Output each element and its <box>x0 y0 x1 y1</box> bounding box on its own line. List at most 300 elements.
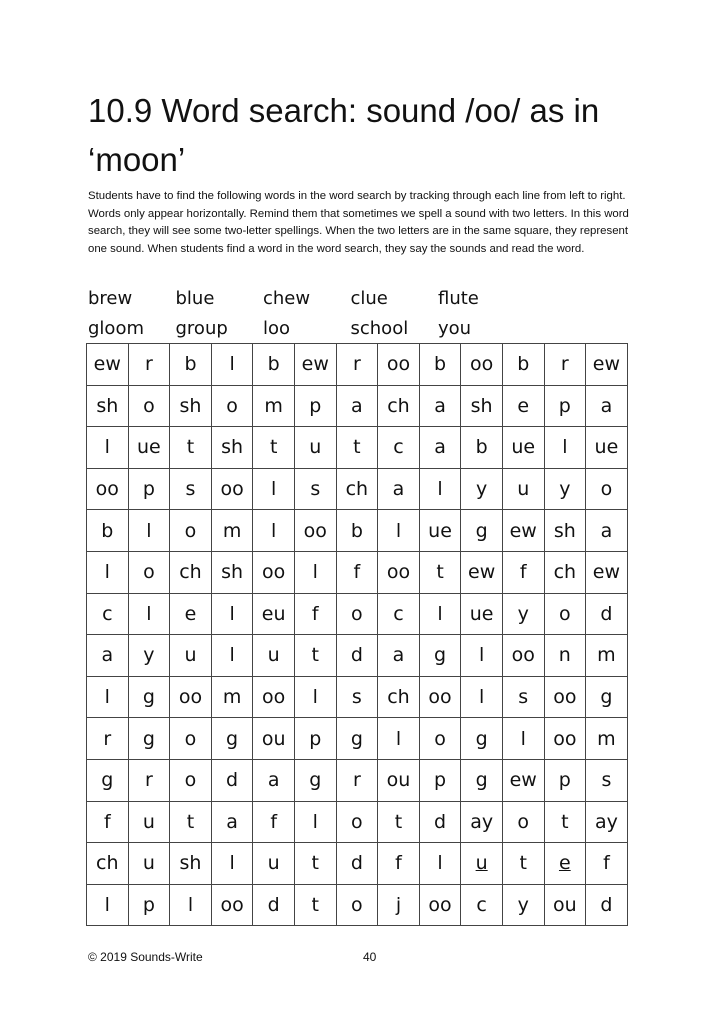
grid-cell <box>378 593 420 635</box>
grid-cell <box>378 344 420 386</box>
grid-cell <box>211 801 253 843</box>
grid-cell <box>461 676 503 718</box>
grid-cell-letters: b <box>434 353 447 376</box>
grid-cell-letters: f <box>519 561 527 584</box>
grid-cell-letters: e <box>184 602 197 625</box>
grid-cell-letters: u <box>267 852 280 875</box>
grid-cell <box>419 718 461 760</box>
grid-cell-letters: g <box>475 727 488 750</box>
grid-cell <box>128 468 170 510</box>
grid-row <box>87 468 628 510</box>
grid-cell-letters: ou <box>386 769 411 792</box>
grid-cell-letters: d <box>350 644 363 667</box>
grid-row <box>87 843 628 885</box>
grid-cell <box>170 884 212 926</box>
grid-cell <box>336 635 378 677</box>
grid-cell <box>461 385 503 427</box>
grid-cell-letters: o <box>184 769 197 792</box>
grid-cell-letters: g <box>226 727 239 750</box>
grid-cell <box>170 510 212 552</box>
grid-cell <box>336 676 378 718</box>
grid-cell-letters: oo <box>262 561 286 584</box>
grid-cell <box>419 801 461 843</box>
grid-cell <box>170 676 212 718</box>
grid-cell-letters: g <box>101 769 114 792</box>
grid-cell <box>253 510 295 552</box>
grid-cell <box>544 551 586 593</box>
grid-cell <box>128 344 170 386</box>
grid-cell <box>586 551 628 593</box>
grid-cell-letters: oo <box>178 686 203 709</box>
grid-cell-letters: sh <box>179 394 202 417</box>
grid-cell-letters: p <box>142 894 155 917</box>
grid-cell-letters: e <box>517 394 530 417</box>
grid-cell-letters: c <box>393 436 404 459</box>
grid-cell <box>170 468 212 510</box>
grid-cell <box>87 676 129 718</box>
word-list-row <box>88 283 628 313</box>
grid-cell <box>502 344 544 386</box>
grid-cell <box>419 759 461 801</box>
grid-cell <box>211 510 253 552</box>
grid-cell-letters: l <box>562 436 568 459</box>
grid-cell-letters: oo <box>220 894 244 917</box>
grid-cell <box>502 510 544 552</box>
grid-cell <box>378 635 420 677</box>
grid-cell-letters: oo <box>553 727 577 750</box>
grid-cell <box>253 801 295 843</box>
grid-cell-letters: c <box>102 602 113 625</box>
grid-cell <box>170 344 212 386</box>
grid-cell <box>502 801 544 843</box>
grid-cell <box>128 718 170 760</box>
grid-cell-letters: u <box>142 810 155 833</box>
grid-cell <box>378 510 420 552</box>
grid-cell <box>544 718 586 760</box>
grid-cell-letters: y <box>559 478 571 501</box>
grid-cell-letters: o <box>600 478 613 501</box>
grid-cell-letters: b <box>517 353 530 376</box>
grid-cell-letters: d <box>434 810 447 833</box>
grid-cell-letters: u <box>267 644 280 667</box>
grid-cell <box>170 843 212 885</box>
grid-cell <box>461 510 503 552</box>
page-title: 10.9 Word search: sound /oo/ as in ‘moon’ <box>88 92 600 178</box>
target-word: blue <box>175 287 215 309</box>
grid-cell-letters: ue <box>511 436 536 459</box>
grid-cell-letters: a <box>600 519 613 542</box>
grid-cell <box>544 884 586 926</box>
grid-cell-letters: l <box>104 686 110 709</box>
target-word: clue <box>350 287 388 309</box>
grid-cell-letters: l <box>104 436 110 459</box>
grid-cell <box>128 676 170 718</box>
grid-cell-letters: t <box>186 810 195 833</box>
grid-cell <box>461 427 503 469</box>
grid-cell-letters: s <box>185 478 196 501</box>
grid-cell-letters: ch <box>345 478 369 501</box>
target-word: brew <box>88 287 133 309</box>
grid-cell-letters: s <box>351 686 362 709</box>
grid-cell-letters: ch <box>179 561 202 584</box>
grid-cell <box>461 884 503 926</box>
grid-cell-letters: u <box>142 852 155 875</box>
grid-cell <box>253 676 295 718</box>
grid-cell <box>336 344 378 386</box>
grid-cell-letters: l <box>146 602 152 625</box>
grid-cell <box>586 593 628 635</box>
grid-cell-letters: c <box>476 894 487 917</box>
grid-cell-letters: b <box>475 436 488 459</box>
grid-cell-letters: b <box>267 353 280 376</box>
grid-cell <box>586 759 628 801</box>
grid-cell <box>294 884 336 926</box>
grid-cell-letters: l <box>312 810 318 833</box>
grid-cell-letters: d <box>267 894 280 917</box>
grid-cell <box>128 884 170 926</box>
grid-cell-letters: ue <box>594 436 619 459</box>
grid-cell <box>87 551 129 593</box>
page-number: 40 <box>363 950 377 964</box>
grid-cell-letters: oo <box>470 353 494 376</box>
target-word: gloom <box>88 317 144 339</box>
grid-cell-letters: o <box>143 561 155 584</box>
grid-cell <box>336 385 378 427</box>
grid-cell <box>336 843 378 885</box>
grid-cell <box>294 676 336 718</box>
grid-cell <box>87 884 129 926</box>
grid-cell <box>294 843 336 885</box>
target-word: school <box>350 317 409 339</box>
grid-cell-letters: o <box>517 810 530 833</box>
grid-cell-letters: g <box>475 519 488 542</box>
grid-cell <box>544 676 586 718</box>
grid-cell-letters: sh <box>179 852 202 875</box>
grid-cell-letters: ou <box>552 894 577 917</box>
grid-cell <box>419 427 461 469</box>
grid-cell <box>87 344 129 386</box>
grid-cell-letters: sh <box>553 519 576 542</box>
grid-cell <box>170 635 212 677</box>
grid-cell-letters: t <box>311 852 319 875</box>
grid-cell <box>419 468 461 510</box>
grid-cell-letters: oo <box>386 561 411 584</box>
grid-cell-letters: a <box>267 769 280 792</box>
grid-cell <box>211 759 253 801</box>
grid-cell-letters: l <box>395 519 402 542</box>
grid-cell <box>544 759 586 801</box>
grid-cell <box>378 427 420 469</box>
grid-cell <box>544 593 586 635</box>
grid-cell <box>461 801 503 843</box>
grid-cell-letters: oo <box>428 894 452 917</box>
grid-cell <box>170 385 212 427</box>
grid-cell <box>87 385 129 427</box>
grid-cell <box>586 843 628 885</box>
grid-cell <box>128 843 170 885</box>
grid-cell <box>419 676 461 718</box>
grid-row <box>87 385 628 427</box>
grid-cell <box>378 718 420 760</box>
grid-cell <box>294 635 336 677</box>
grid-cell <box>544 843 586 885</box>
grid-cell <box>211 468 253 510</box>
grid-cell-letters: y <box>517 894 529 917</box>
grid-cell-letters: y <box>517 602 529 625</box>
grid-cell <box>211 676 253 718</box>
grid-cell <box>128 427 170 469</box>
grid-cell-letters: ue <box>469 602 494 625</box>
grid-cell <box>170 593 212 635</box>
grid-cell-letters: l <box>395 727 402 750</box>
grid-cell-letters: l <box>229 852 235 875</box>
grid-cell <box>586 510 628 552</box>
grid-row <box>87 344 628 386</box>
grid-cell-letters: ew <box>592 353 621 376</box>
grid-row <box>87 884 628 926</box>
grid-cell-letters: s <box>310 478 321 501</box>
word-list-row <box>88 313 628 343</box>
grid-cell-letters: l <box>104 561 110 584</box>
grid-cell-letters: g <box>475 769 488 792</box>
grid-cell <box>253 759 295 801</box>
target-word: group <box>175 317 228 339</box>
grid-cell <box>544 468 586 510</box>
grid-cell <box>336 593 378 635</box>
target-word: chew <box>263 287 311 309</box>
grid-cell-letters: o <box>226 394 238 417</box>
grid-row <box>87 427 628 469</box>
grid-cell-letters: ch <box>553 561 577 584</box>
grid-cell <box>336 884 378 926</box>
grid-cell <box>586 385 628 427</box>
grid-cell-letters: l <box>146 519 152 542</box>
grid-cell <box>461 843 503 885</box>
grid-cell-letters: o <box>351 810 363 833</box>
grid-cell <box>502 385 544 427</box>
grid-row <box>87 551 628 593</box>
grid-cell <box>253 551 295 593</box>
grid-cell-letters: a <box>392 644 405 667</box>
grid-cell <box>502 718 544 760</box>
grid-cell <box>378 801 420 843</box>
grid-cell <box>419 635 461 677</box>
grid-cell <box>211 593 253 635</box>
grid-cell <box>211 427 253 469</box>
grid-cell-letters: oo <box>511 644 535 667</box>
grid-cell-letters: f <box>603 852 610 875</box>
grid-cell-letters: f <box>103 810 111 833</box>
grid-cell <box>461 718 503 760</box>
grid-cell-letters: l <box>520 727 526 750</box>
grid-cell <box>170 759 212 801</box>
grid-cell-letters: a <box>101 644 114 667</box>
grid-cell <box>586 676 628 718</box>
grid-cell <box>128 510 170 552</box>
grid-cell-letters: l <box>229 353 235 376</box>
grid-cell <box>378 385 420 427</box>
grid-cell-letters: r <box>144 769 153 792</box>
grid-cell <box>419 593 461 635</box>
grid-cell-letters: ue <box>137 436 161 459</box>
grid-cell-letters: ew <box>509 769 537 792</box>
grid-cell <box>211 884 253 926</box>
grid-cell-letters: t <box>353 436 361 459</box>
grid-cell-letters: l <box>479 644 485 667</box>
grid-cell-letters: g <box>309 769 322 792</box>
grid-cell-letters: t <box>311 894 319 917</box>
grid-cell <box>586 635 628 677</box>
grid-cell <box>211 718 253 760</box>
grid-cell <box>502 551 544 593</box>
target-word: flute <box>438 287 479 309</box>
grid-cell <box>461 593 503 635</box>
grid-cell <box>586 718 628 760</box>
grid-cell <box>502 676 544 718</box>
grid-cell-letters: oo <box>262 686 286 709</box>
grid-cell <box>502 759 544 801</box>
grid-cell <box>378 551 420 593</box>
grid-cell <box>253 843 295 885</box>
grid-cell <box>419 884 461 926</box>
grid-cell <box>419 344 461 386</box>
grid-cell-letters: o <box>143 394 155 417</box>
grid-cell <box>378 884 420 926</box>
grid-cell-letters: d <box>226 769 239 792</box>
grid-cell-letters: a <box>351 394 363 417</box>
grid-cell <box>544 510 586 552</box>
grid-cell-letters: ch <box>387 394 410 417</box>
grid-cell-letters: o <box>351 894 363 917</box>
grid-cell-letters: j <box>395 894 402 917</box>
grid-cell-letters: t <box>561 810 569 833</box>
grid-cell-letters: p <box>558 769 571 792</box>
grid-cell-letters: r <box>144 353 153 376</box>
grid-cell-letters: t <box>311 644 319 667</box>
grid-cell <box>87 510 129 552</box>
target-word: you <box>438 317 472 339</box>
grid-cell <box>253 593 295 635</box>
grid-cell <box>128 801 170 843</box>
grid-cell <box>461 344 503 386</box>
grid-cell-letters: s <box>601 769 612 792</box>
grid-cell <box>87 718 129 760</box>
grid-cell-letters: o <box>559 602 571 625</box>
grid-cell-letters: ew <box>93 353 121 376</box>
grid-cell <box>461 468 503 510</box>
grid-cell-letters: l <box>437 602 443 625</box>
grid-cell-letters: a <box>392 478 405 501</box>
grid-cell <box>211 344 253 386</box>
grid-cell-letters: ew <box>509 519 537 542</box>
grid-cell <box>128 593 170 635</box>
grid-cell <box>87 801 129 843</box>
grid-cell-letters: oo <box>220 478 244 501</box>
grid-cell <box>170 718 212 760</box>
word-search-grid <box>86 343 628 926</box>
grid-cell-letters: oo <box>95 478 119 501</box>
grid-cell <box>87 843 129 885</box>
grid-cell <box>502 843 544 885</box>
grid-row <box>87 593 628 635</box>
grid-cell <box>586 801 628 843</box>
grid-cell <box>336 468 378 510</box>
grid-cell <box>294 468 336 510</box>
grid-row <box>87 510 628 552</box>
grid-cell <box>211 843 253 885</box>
grid-cell-letters: m <box>222 519 242 542</box>
grid-cell-letters: ch <box>387 686 410 709</box>
grid-cell <box>170 551 212 593</box>
grid-cell-letters: g <box>350 727 363 750</box>
grid-cell-letters: eu <box>261 602 286 625</box>
grid-cell-letters: l <box>479 686 485 709</box>
grid-cell <box>461 551 503 593</box>
grid-row <box>87 718 628 760</box>
grid-row <box>87 676 628 718</box>
grid-cell-letters: p <box>309 394 322 417</box>
grid-cell-letters: ew <box>468 561 496 584</box>
grid-cell <box>253 718 295 760</box>
grid-cell <box>294 427 336 469</box>
grid-cell-letters: o <box>184 519 197 542</box>
grid-cell-letters: c <box>393 602 404 625</box>
grid-cell <box>336 427 378 469</box>
grid-cell-letters: t <box>394 810 403 833</box>
grid-cell-letters: n <box>558 644 571 667</box>
grid-cell <box>419 510 461 552</box>
grid-cell <box>586 344 628 386</box>
grid-cell-letters: r <box>560 353 569 376</box>
grid-cell-letters: s <box>518 686 529 709</box>
grid-cell-letters: o <box>184 727 197 750</box>
grid-cell <box>294 344 336 386</box>
grid-cell <box>419 385 461 427</box>
grid-cell <box>336 510 378 552</box>
grid-cell-letters: b <box>184 353 197 376</box>
grid-cell-letters: m <box>264 394 283 417</box>
grid-cell <box>419 551 461 593</box>
grid-cell-letters: t <box>519 852 527 875</box>
grid-cell <box>253 385 295 427</box>
grid-cell <box>544 385 586 427</box>
grid-cell <box>378 843 420 885</box>
grid-cell-letters: g <box>142 686 155 709</box>
grid-cell-letters: r <box>103 727 112 750</box>
grid-cell <box>419 843 461 885</box>
grid-cell <box>586 427 628 469</box>
grid-row <box>87 801 628 843</box>
grid-cell <box>211 551 253 593</box>
grid-cell <box>87 593 129 635</box>
grid-cell-letters: ou <box>261 727 286 750</box>
grid-cell <box>87 759 129 801</box>
grid-cell <box>128 551 170 593</box>
grid-cell-letters: b <box>350 519 363 542</box>
grid-cell-letters: oo <box>386 353 411 376</box>
grid-cell-letters: f <box>270 810 278 833</box>
grid-cell <box>586 468 628 510</box>
grid-cell <box>294 801 336 843</box>
grid-cell-letters: g <box>600 686 613 709</box>
grid-cell <box>544 427 586 469</box>
grid-cell <box>253 635 295 677</box>
target-word: loo <box>263 317 291 339</box>
grid-cell <box>211 385 253 427</box>
grid-cell <box>378 468 420 510</box>
grid-cell-letters: a <box>226 810 238 833</box>
grid-row <box>87 635 628 677</box>
